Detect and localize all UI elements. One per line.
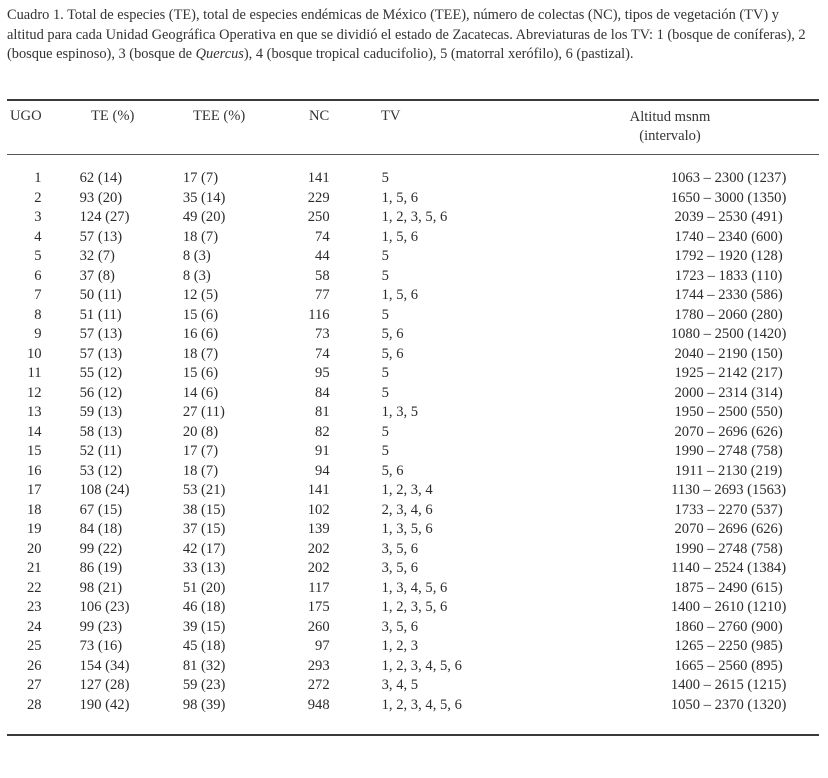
cell-ugo: 14: [27, 423, 42, 440]
cell-nc: 94: [315, 462, 330, 479]
table-row: [0, 442, 828, 462]
cell-nc: 95: [315, 365, 330, 381]
table-row: [0, 345, 828, 365]
cell-te: 51 (11): [79, 306, 122, 323]
cell-ugo: 4: [34, 228, 42, 245]
cell-altitud: 1875 – 2490 (615): [674, 579, 783, 596]
cell-altitud: 1860 – 2760 (900): [674, 618, 783, 635]
cell-nc: 139: [307, 521, 330, 537]
header-tee: TEE (%): [193, 108, 246, 124]
table-row: [0, 423, 828, 443]
cell-te: 57 (13): [79, 326, 123, 342]
cell-tee: 39 (15): [182, 618, 226, 635]
table-row: [0, 598, 828, 618]
cell-te: 84 (18): [79, 521, 123, 537]
cell-nc: 97: [315, 638, 330, 654]
cell-nc: 141: [307, 170, 330, 186]
cell-tv: 5: [381, 267, 389, 284]
cell-te: 190 (42): [79, 696, 130, 713]
cell-tee: 8 (3): [182, 267, 211, 284]
cell-ugo: 20: [27, 540, 42, 557]
cell-tee: 18 (7): [182, 345, 219, 362]
cell-nc: 74: [315, 345, 330, 362]
cell-tv: 1, 2, 3: [381, 638, 419, 654]
cell-altitud: 1792 – 1920 (128): [674, 248, 783, 264]
cell-altitud: 1063 – 2300 (1237): [670, 170, 787, 186]
table-row: [0, 676, 828, 696]
cell-altitud: 2070 – 2696 (626): [674, 521, 783, 537]
table-row: [0, 169, 828, 189]
cell-te: 127 (28): [79, 677, 130, 693]
cell-ugo: 23: [27, 599, 42, 615]
cell-nc: 293: [307, 657, 330, 674]
cell-tv: 5: [381, 423, 389, 440]
top-rule: [7, 99, 819, 101]
cell-tv: 5, 6: [381, 462, 404, 479]
cell-nc: 260: [307, 618, 330, 635]
table-row: [0, 189, 828, 209]
cell-tee: 20 (8): [182, 423, 219, 440]
cell-altitud: 1140 – 2524 (1384): [671, 560, 787, 576]
cell-te: 124 (27): [79, 209, 130, 225]
header-nc: NC: [309, 108, 330, 124]
cell-nc: 84: [315, 384, 330, 401]
table-row: [0, 384, 828, 404]
cell-tee: 16 (6): [182, 326, 219, 342]
caption-italic-quercus: Quercus: [195, 46, 244, 62]
table-row: [0, 657, 828, 677]
cell-te: 99 (22): [79, 540, 123, 557]
cell-te: 86 (19): [79, 560, 123, 576]
cell-altitud: 2040 – 2190 (150): [674, 345, 783, 362]
table-row: [0, 618, 828, 638]
cell-ugo: 9: [34, 326, 42, 342]
cell-tv: 5: [381, 306, 389, 323]
table-row: [0, 696, 828, 716]
cell-altitud: 1650 – 3000 (1350): [670, 189, 787, 206]
cell-ugo: 8: [34, 306, 42, 323]
cell-tv: 3, 5, 6: [381, 560, 419, 576]
cell-te: 62 (14): [79, 170, 123, 186]
table-row: [0, 462, 828, 482]
cell-tv: 3, 4, 5: [381, 677, 419, 693]
cell-tv: 5: [381, 443, 389, 459]
cell-te: 93 (20): [79, 189, 123, 206]
cell-nc: 175: [307, 599, 330, 615]
cell-tee: 18 (7): [182, 462, 219, 479]
cell-tv: 1, 2, 3, 4, 5, 6: [381, 657, 462, 674]
caption-text-2: ), 4 (bosque tropical caducifolio), 5 (matorral xerófilo), 6 (pastizal).: [243, 46, 634, 62]
cell-altitud: 1080 – 2500 (1420): [670, 326, 787, 342]
cell-altitud: 1990 – 2748 (758): [674, 443, 783, 459]
cell-tee: 49 (20): [182, 209, 226, 225]
cell-nc: 73: [315, 326, 330, 342]
cell-te: 57 (13): [79, 345, 123, 362]
cell-tee: 42 (17): [182, 540, 226, 557]
cell-tv: 5: [381, 384, 389, 401]
cell-tee: 35 (14): [182, 189, 226, 206]
header-te: TE (%): [91, 108, 135, 124]
cell-tv: 1, 2, 3, 4: [381, 482, 433, 498]
cell-tee: 12 (5): [182, 287, 219, 303]
cell-tv: 3, 5, 6: [381, 540, 419, 557]
cell-nc: 44: [315, 248, 330, 264]
caption-text-1: Cuadro 1. Total de especies (TE), total de especies endémicas de México (TEE), número de colectas (NC), tipos de vegetación (TV) y altitud para cada Unidad Geográfica Operativa en que se dividió el estado de Zacatecas. Abreviaturas de los TV: 1 (bosque de coníferas), 2 (bosque espinoso), 3 (bosque de: [7, 7, 806, 62]
cell-altitud: 1050 – 2370 (1320): [670, 696, 787, 713]
table-row: [0, 267, 828, 287]
cell-te: 67 (15): [79, 501, 123, 518]
cell-tv: 1, 5, 6: [381, 287, 419, 303]
cell-tee: 33 (13): [182, 560, 226, 576]
cell-te: 154 (34): [79, 657, 130, 674]
cell-ugo: 10: [27, 345, 42, 362]
cell-tv: 5, 6: [381, 345, 404, 362]
header-altitud-line2: (intervalo): [639, 128, 701, 144]
cell-tee: 17 (7): [182, 170, 219, 186]
cell-tv: 2, 3, 4, 6: [381, 501, 433, 518]
cell-ugo: 1: [34, 170, 42, 186]
data-table-body: [0, 169, 828, 715]
table-row: [0, 325, 828, 345]
table-row: [0, 228, 828, 248]
cell-ugo: 26: [27, 657, 42, 674]
cell-nc: 91: [315, 443, 330, 459]
cell-tee: 51 (20): [182, 579, 226, 596]
cell-ugo: 11: [27, 365, 42, 381]
cell-tv: 1, 2, 3, 4, 5, 6: [381, 696, 462, 713]
cell-te: 50 (11): [79, 287, 122, 303]
cell-altitud: 1733 – 2270 (537): [674, 501, 783, 518]
cell-altitud: 1925 – 2142 (217): [674, 365, 783, 381]
cell-nc: 117: [308, 579, 330, 596]
cell-tee: 98 (39): [182, 696, 226, 713]
cell-tee: 15 (6): [182, 306, 219, 323]
cell-ugo: 13: [27, 404, 42, 420]
cell-ugo: 16: [27, 462, 42, 479]
cell-tee: 53 (21): [182, 482, 226, 498]
cell-nc: 102: [307, 501, 330, 518]
table-row: [0, 637, 828, 657]
cell-te: 37 (8): [79, 267, 115, 284]
cell-nc: 82: [315, 423, 330, 440]
cell-ugo: 6: [34, 267, 42, 284]
cell-tv: 1, 2, 3, 5, 6: [381, 209, 448, 225]
cell-nc: 272: [307, 677, 330, 693]
cell-altitud: 1723 – 1833 (110): [674, 267, 783, 284]
cell-ugo: 22: [27, 579, 42, 596]
cell-nc: 202: [307, 560, 330, 576]
cell-tee: 81 (32): [182, 657, 226, 674]
cell-ugo: 28: [27, 696, 42, 713]
cell-altitud: 1665 – 2560 (895): [674, 657, 783, 674]
cell-tee: 15 (6): [182, 365, 219, 381]
table-row: [0, 286, 828, 306]
cell-te: 59 (13): [79, 404, 123, 420]
cell-te: 58 (13): [79, 423, 123, 440]
cell-ugo: 7: [34, 287, 42, 303]
cell-tee: 17 (7): [182, 443, 219, 459]
cell-ugo: 21: [27, 560, 42, 576]
cell-tee: 18 (7): [182, 228, 219, 245]
cell-ugo: 19: [27, 521, 42, 537]
header-altitud-line1: Altitud msnm: [629, 109, 711, 125]
cell-te: 98 (21): [79, 579, 123, 596]
cell-ugo: 2: [34, 189, 42, 206]
cell-altitud: 1740 – 2340 (600): [674, 228, 783, 245]
cell-nc: 229: [307, 189, 330, 206]
cell-tee: 8 (3): [182, 248, 211, 264]
cell-nc: 141: [307, 482, 330, 498]
cell-nc: 58: [315, 267, 330, 284]
cell-te: 57 (13): [79, 228, 123, 245]
cell-tv: 5, 6: [381, 326, 404, 342]
header-rule: [7, 154, 819, 155]
data-table: [0, 169, 828, 715]
table-row: [0, 501, 828, 521]
cell-altitud: 1265 – 2250 (985): [674, 638, 783, 654]
cell-tv: 1, 5, 6: [381, 228, 419, 245]
cell-nc: 202: [307, 540, 330, 557]
cell-nc: 74: [315, 228, 330, 245]
cell-nc: 250: [307, 209, 330, 225]
cell-te: 55 (12): [79, 365, 123, 381]
table-row: [0, 364, 828, 384]
cell-tv: 1, 3, 5, 6: [381, 521, 433, 537]
header-ugo: UGO: [10, 108, 42, 124]
cell-tee: 38 (15): [182, 501, 226, 518]
cell-te: 106 (23): [79, 599, 130, 615]
cell-altitud: 1990 – 2748 (758): [674, 540, 783, 557]
table-row: [0, 579, 828, 599]
table-caption: [7, 6, 817, 65]
header-altitud: [605, 108, 735, 146]
cell-tv: 1, 5, 6: [381, 189, 419, 206]
cell-te: 56 (12): [79, 384, 123, 401]
cell-nc: 81: [315, 404, 330, 420]
bottom-rule: [7, 734, 819, 736]
cell-ugo: 27: [27, 677, 42, 693]
table-row: [0, 247, 828, 267]
cell-tv: 1, 3, 5: [381, 404, 419, 420]
table-row: [0, 559, 828, 579]
cell-altitud: 2070 – 2696 (626): [674, 423, 783, 440]
cell-ugo: 24: [27, 618, 42, 635]
cell-tee: 14 (6): [182, 384, 219, 401]
cell-tv: 5: [381, 365, 389, 381]
cell-te: 52 (11): [79, 443, 122, 459]
header-tv: TV: [381, 108, 401, 124]
cell-tee: 46 (18): [182, 599, 226, 615]
cell-tee: 59 (23): [182, 677, 226, 693]
cell-nc: 116: [308, 306, 330, 323]
table-row: [0, 208, 828, 228]
cell-nc: 948: [307, 696, 330, 713]
cell-tv: 5: [381, 248, 389, 264]
cell-te: 53 (12): [79, 462, 123, 479]
cell-altitud: 1780 – 2060 (280): [674, 306, 783, 323]
cell-tv: 3, 5, 6: [381, 618, 419, 635]
cell-te: 99 (23): [79, 618, 123, 635]
cell-altitud: 1911 – 2130 (219): [674, 462, 783, 479]
cell-ugo: 5: [34, 248, 42, 264]
cell-altitud: 1950 – 2500 (550): [674, 404, 783, 420]
cell-tv: 1, 3, 4, 5, 6: [381, 579, 448, 596]
cell-tee: 27 (11): [182, 404, 225, 420]
cell-altitud: 1130 – 2693 (1563): [671, 482, 787, 498]
cell-tv: 5: [381, 170, 389, 186]
cell-altitud: 1744 – 2330 (586): [674, 287, 783, 303]
cell-nc: 77: [315, 287, 330, 303]
cell-tv: 1, 2, 3, 5, 6: [381, 599, 448, 615]
cell-altitud: 1400 – 2610 (1210): [670, 599, 787, 615]
table-row: [0, 481, 828, 501]
cell-ugo: 12: [27, 384, 42, 401]
cell-te: 108 (24): [79, 482, 130, 498]
cell-ugo: 3: [34, 209, 42, 225]
cell-te: 32 (7): [79, 248, 115, 264]
cell-ugo: 15: [27, 443, 42, 459]
cell-ugo: 25: [27, 638, 42, 654]
table-row: [0, 520, 828, 540]
table-row: [0, 306, 828, 326]
cell-ugo: 18: [27, 501, 42, 518]
cell-ugo: 17: [27, 482, 42, 498]
cell-altitud: 2039 – 2530 (491): [674, 209, 783, 225]
cell-tee: 45 (18): [182, 638, 226, 654]
cell-altitud: 2000 – 2314 (314): [674, 384, 783, 401]
table-row: [0, 403, 828, 423]
cell-tee: 37 (15): [182, 521, 226, 537]
cell-te: 73 (16): [79, 638, 123, 654]
cell-altitud: 1400 – 2615 (1215): [670, 677, 787, 693]
table-row: [0, 540, 828, 560]
